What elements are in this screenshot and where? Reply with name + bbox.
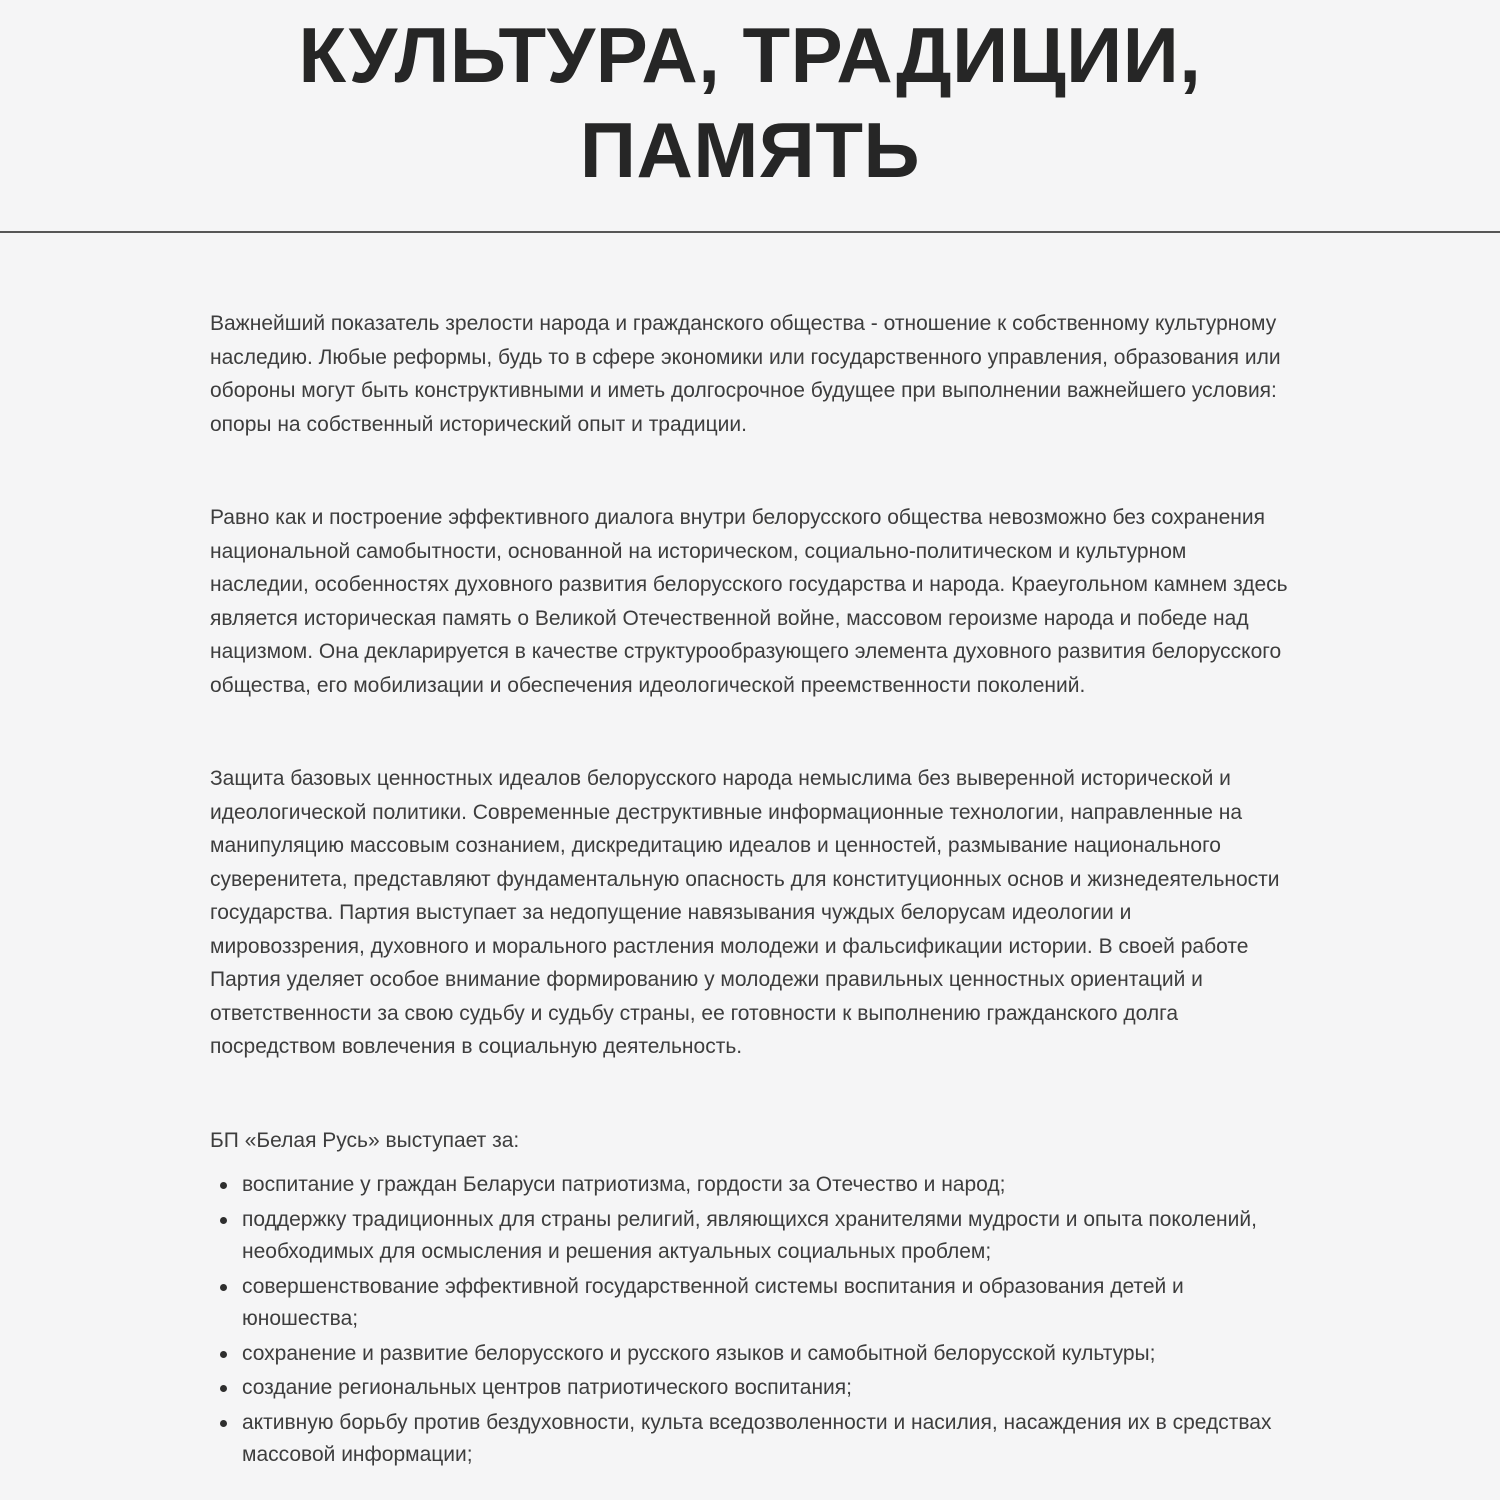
positions-list (210, 1169, 1290, 1472)
list-item: активную борьбу против бездуховности, культа вседозволенности и насилия, насаждения их в средствах массовой информации; (218, 1407, 1290, 1472)
page-title: КУЛЬТУРА, ТРАДИЦИИ, ПАМЯТЬ (298, 11, 1202, 194)
list-intro: БП «Белая Русь» выступает за: (210, 1128, 520, 1152)
paragraph-3: Защита базовых ценностных идеалов белорусского народа немыслима без выверенной исторической и идеологической политики. Современные деструктивные информационные технологии, направленные на манипуляцию массовым сознанием, дискредитацию идеалов и ценностей, размывание национального суверенитета, представляют фундаментальную опасность для конституционных основ и жизнедеятельности государства. Партия выступает за недопущение навязывания чуждых белорусам идеологии и мировоззрения, духовного и морального растления молодежи и фальсификации истории. В своей работе Партия уделяет особое внимание формированию у молодежи правильных ценностных ориентаций и ответственности за свою судьбу и судьбу страны, ее готовности к выполнению гражданского долга посредством вовлечения в социальную деятельность. (210, 767, 1280, 1058)
list-item: поддержку традиционных для страны религий, являющихся хранителями мудрости и опыта поколений, необходимых для осмысления и решения актуальных социальных проблем; (218, 1204, 1290, 1269)
article-content (210, 233, 1290, 1472)
paragraph-2: Равно как и построение эффективного диалога внутри белорусского общества невозможно без сохранения национальной самобытности, основанной на историческом, социально-политическом и культурном наследии, особенностях духовного развития белорусского государства и народа. Краеугольном камнем здесь является историческая память о Великой Отечественной войне, массовом героизме народа и победе над нацизмом. Она декларируется в качестве структурообразующего элемента духовного развития белорусского общества, его мобилизации и обеспечения идеологической преемственности поколений. (210, 506, 1288, 697)
list-item: воспитание у граждан Беларуси патриотизма, гордости за Отечество и народ; (218, 1169, 1290, 1202)
paragraph-1: Важнейший показатель зрелости народа и гражданского общества - отношение к собственному культурному наследию. Любые реформы, будь то в сфере экономики или государственного управления, образования или обороны могут быть конструктивными и иметь долгосрочное будущее при выполнении важнейшего условия: опоры на собственный исторический опыт и традиции. (210, 312, 1281, 436)
list-item: совершенствование эффективной государственной системы воспитания и образования детей и юношества; (218, 1271, 1290, 1336)
list-item: создание региональных центров патриотического воспитания; (218, 1372, 1290, 1405)
page-header (0, 0, 1500, 233)
list-item: сохранение и развитие белорусского и русского языков и самобытной белорусской культуры; (218, 1338, 1290, 1371)
